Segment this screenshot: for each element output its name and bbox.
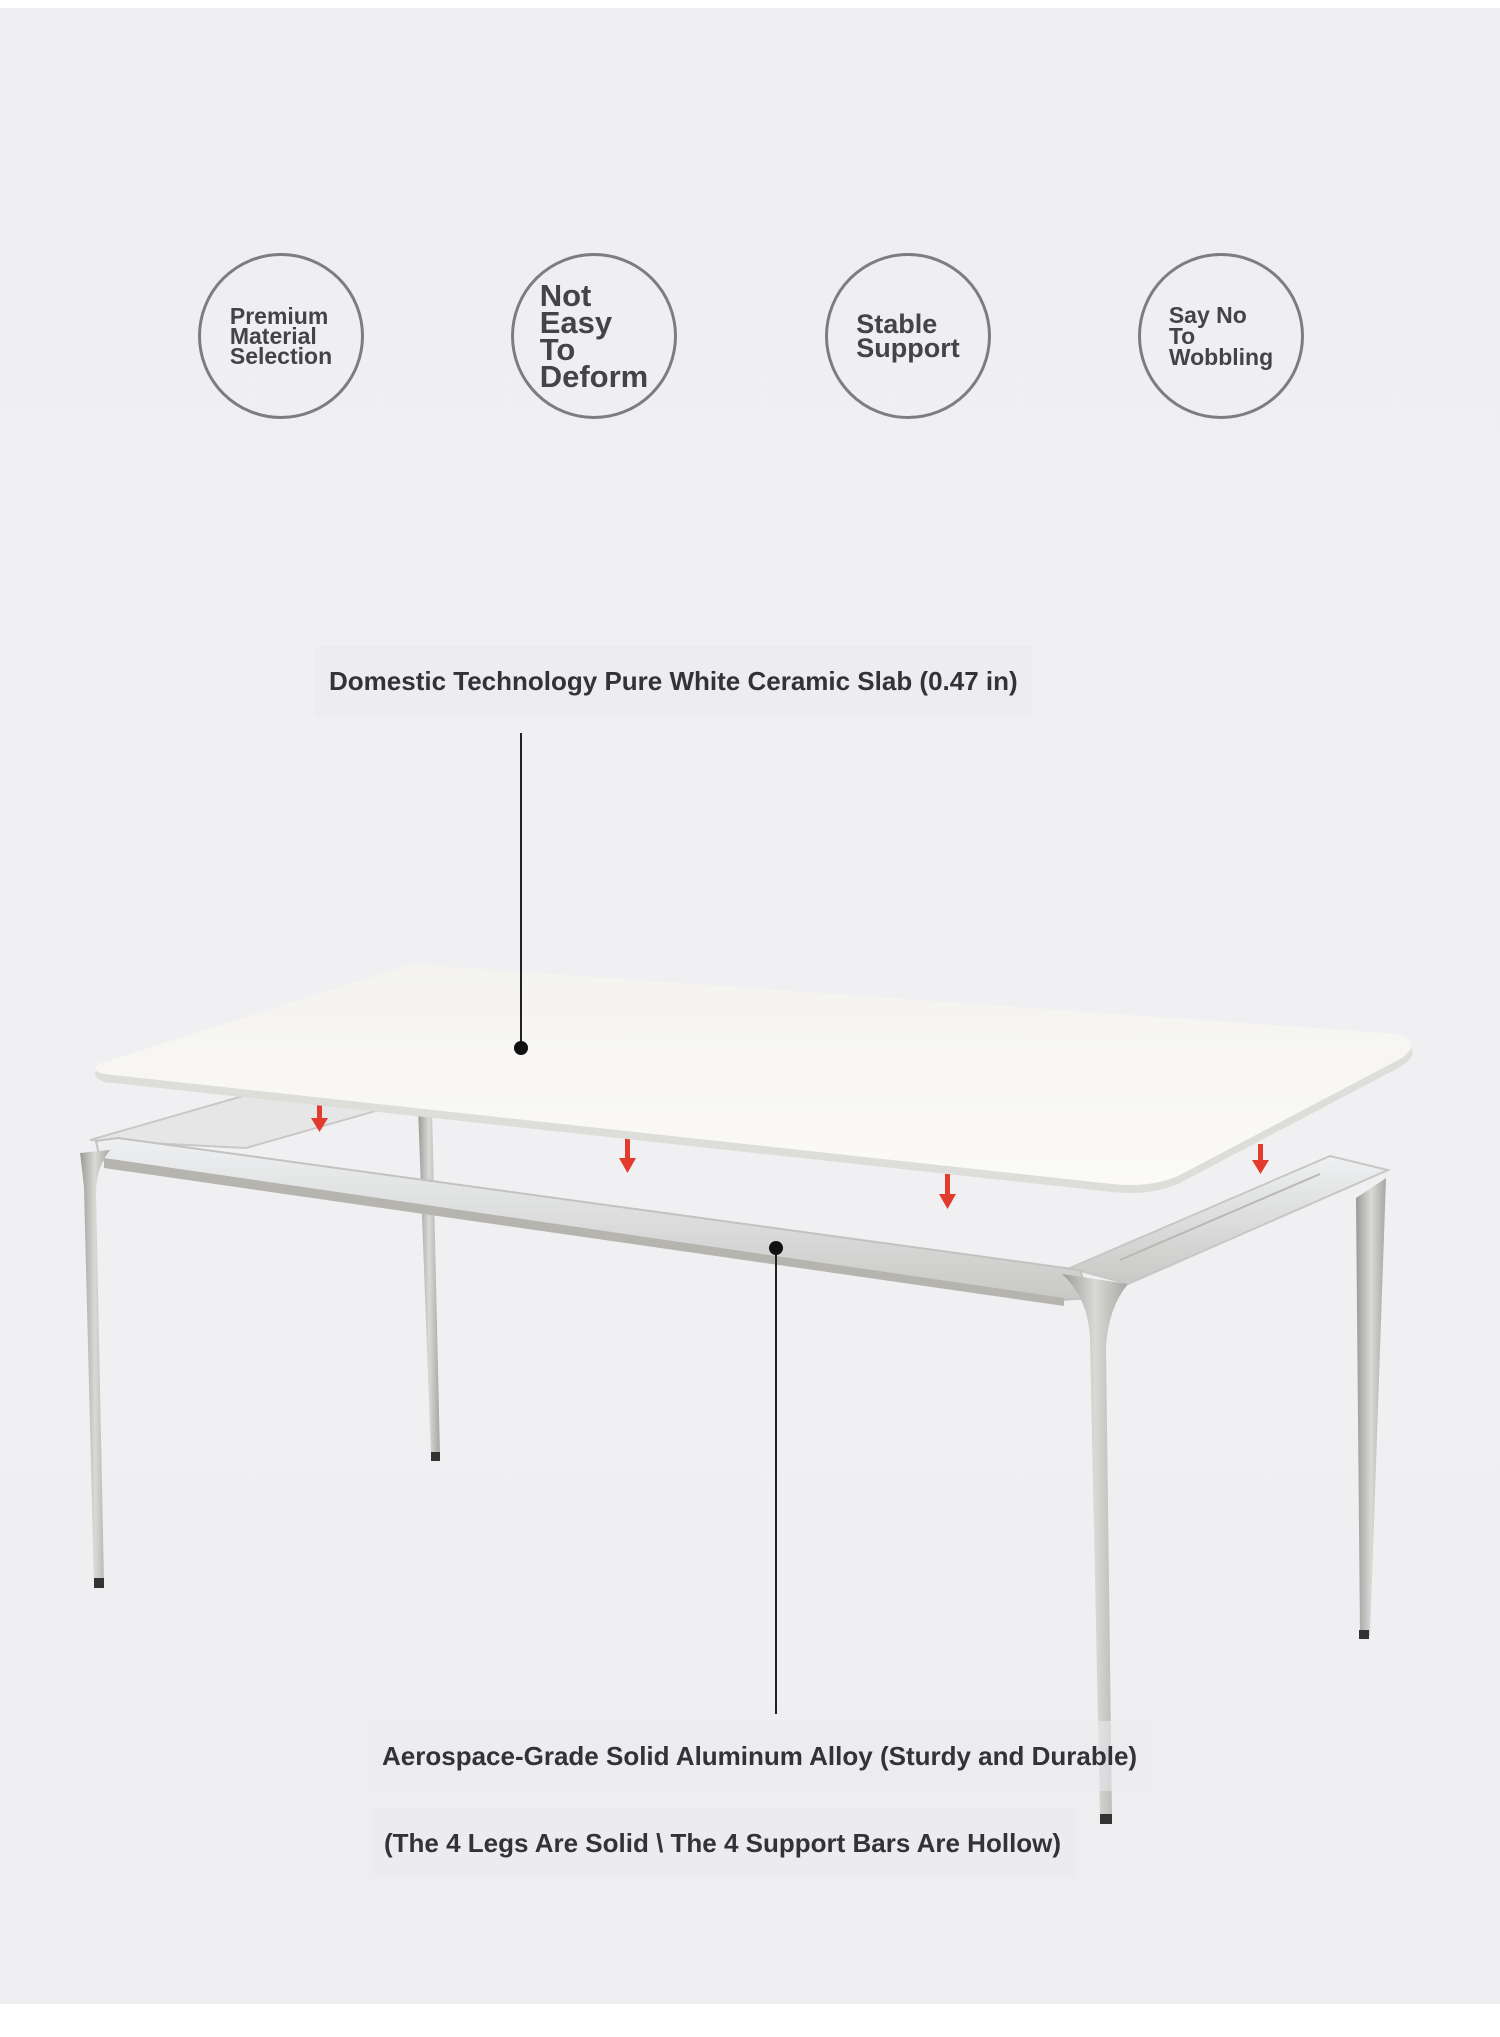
ceramic-slab-tabletop [95,964,1412,1193]
feature-badge-label: Not Easy To Deform [539,278,649,394]
red-arrow-icon [619,1138,636,1173]
table-illustration [0,8,1500,2004]
table-leg-front-left [80,1150,110,1588]
red-arrow-icon [1252,1144,1269,1174]
feature-badge-label: Premium Material Selection [229,303,333,369]
red-arrow-icon [939,1174,956,1209]
feature-badge-label: Stable Support [856,309,960,363]
callout-pointer-bottom [769,1241,783,1714]
callout-label-legs-and-bars: (The 4 Legs Are Solid \ The 4 Support Bars Are Hollow) [370,1808,1075,1878]
callout-label-ceramic-slab: Domestic Technology Pure White Ceramic Slab (0.47 in) [315,646,1032,716]
product-image [0,8,1500,2004]
table-leg-back-right [1356,1178,1386,1639]
feature-badge-label: Say No To Wobbling [1168,301,1274,370]
table-leg-back-left [418,1108,440,1461]
callout-label-aluminum-alloy: Aerospace-Grade Solid Aluminum Alloy (Sturdy and Durable) [368,1721,1151,1791]
